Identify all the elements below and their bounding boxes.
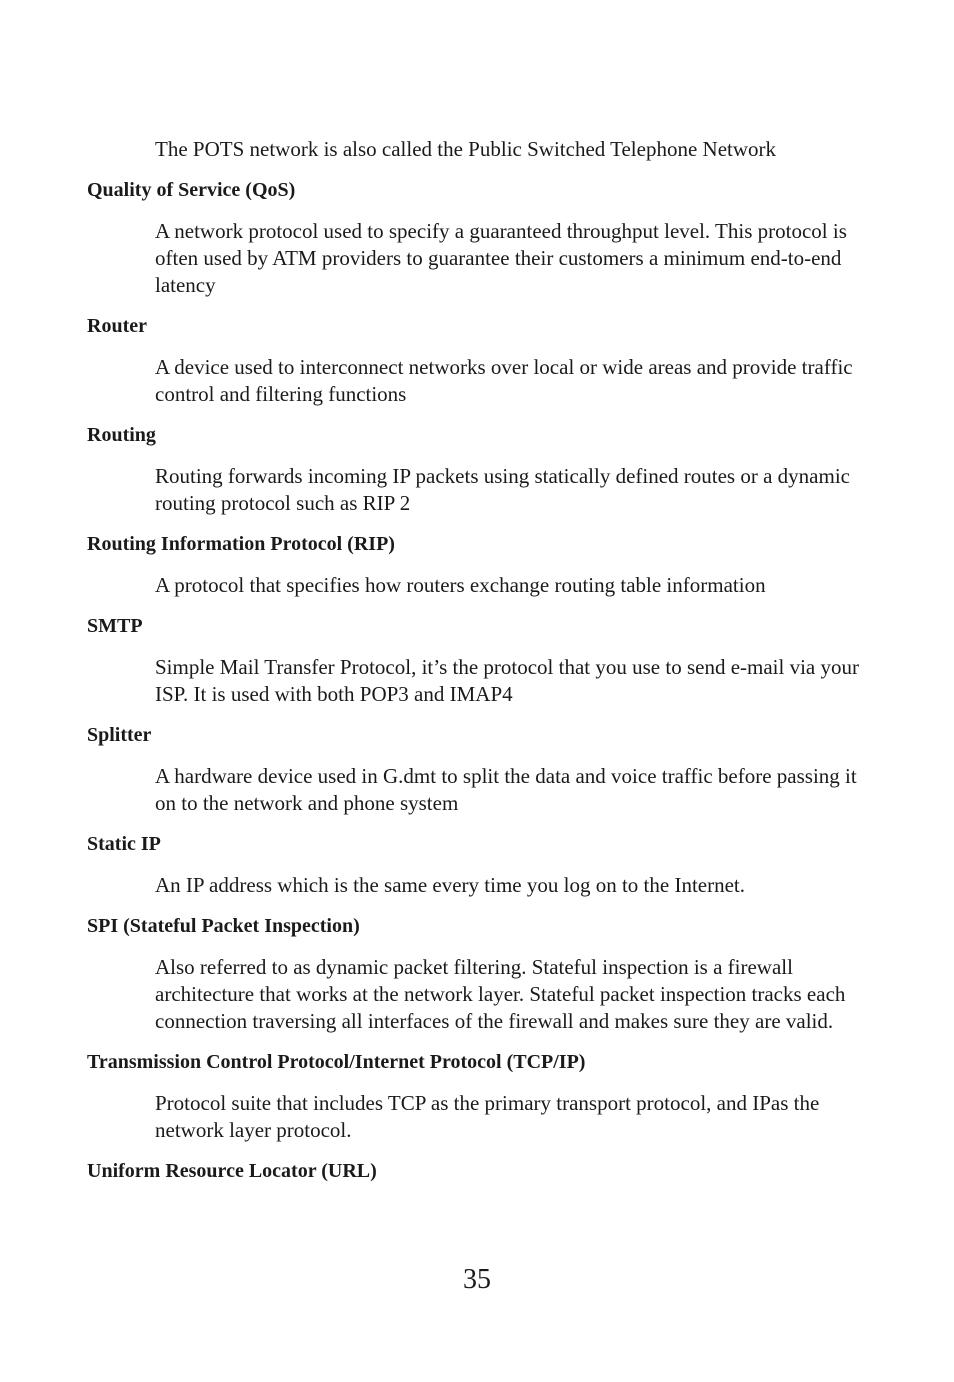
glossary-definition: Also referred to as dynamic packet filtering. Stateful inspection is a firewall architecture that works at the network layer. Stateful packet inspection tracks each connection traversing all interfaces of the firewall and makes sure they are valid. <box>155 955 846 1033</box>
glossary-definition: Protocol suite that includes TCP as the primary transport protocol, and IPas the network layer protocol. <box>155 1091 820 1142</box>
page-number: 35 <box>463 1264 491 1295</box>
glossary-entry-routing <box>87 422 862 517</box>
glossary-definition: Routing forwards incoming IP packets using statically defined routes or a dynamic routing protocol such as RIP 2 <box>155 464 850 515</box>
glossary-entry-smtp <box>87 613 862 708</box>
glossary-term: Uniform Resource Locator (URL) <box>87 1160 377 1182</box>
glossary-term: Splitter <box>87 724 152 746</box>
glossary-term: Transmission Control Protocol/Internet Protocol (TCP/IP) <box>87 1051 586 1073</box>
glossary-definition: Simple Mail Transfer Protocol, it’s the protocol that you use to send e-mail via your ISP. It is used with both POP3 and IMAP4 <box>155 655 859 706</box>
glossary-term: SPI (Stateful Packet Inspection) <box>87 915 360 937</box>
glossary-entry-spi <box>87 913 862 1035</box>
glossary-entry-router <box>87 313 862 408</box>
glossary-term: Quality of Service (QoS) <box>87 179 296 201</box>
glossary-entry-rip <box>87 531 862 599</box>
glossary-entry-qos <box>87 177 862 299</box>
glossary-term: Routing <box>87 424 156 446</box>
glossary-term: Router <box>87 315 147 337</box>
glossary-definition: A network protocol used to specify a guaranteed throughput level. This protocol is often used by ATM providers to guarantee their customers a minimum end-to-end latency <box>155 219 847 297</box>
glossary-definition: A device used to interconnect networks over local or wide areas and provide traffic control and filtering functions <box>155 355 853 406</box>
glossary-term: Routing Information Protocol (RIP) <box>87 533 395 555</box>
intro-definition: The POTS network is also called the Public Switched Telephone Network <box>155 137 777 161</box>
glossary-content <box>87 136 862 1185</box>
glossary-definition: A protocol that specifies how routers exchange routing table information <box>155 573 766 597</box>
glossary-entry-static-ip <box>87 831 862 899</box>
glossary-entry-tcp-ip <box>87 1049 862 1144</box>
glossary-entry-splitter <box>87 722 862 817</box>
glossary-entry-url <box>87 1158 862 1185</box>
glossary-definition: An IP address which is the same every time you log on to the Internet. <box>155 873 745 897</box>
glossary-term: Static IP <box>87 833 161 855</box>
glossary-term: SMTP <box>87 615 143 637</box>
glossary-definition: A hardware device used in G.dmt to split the data and voice traffic before passing it on to the network and phone system <box>155 764 857 815</box>
